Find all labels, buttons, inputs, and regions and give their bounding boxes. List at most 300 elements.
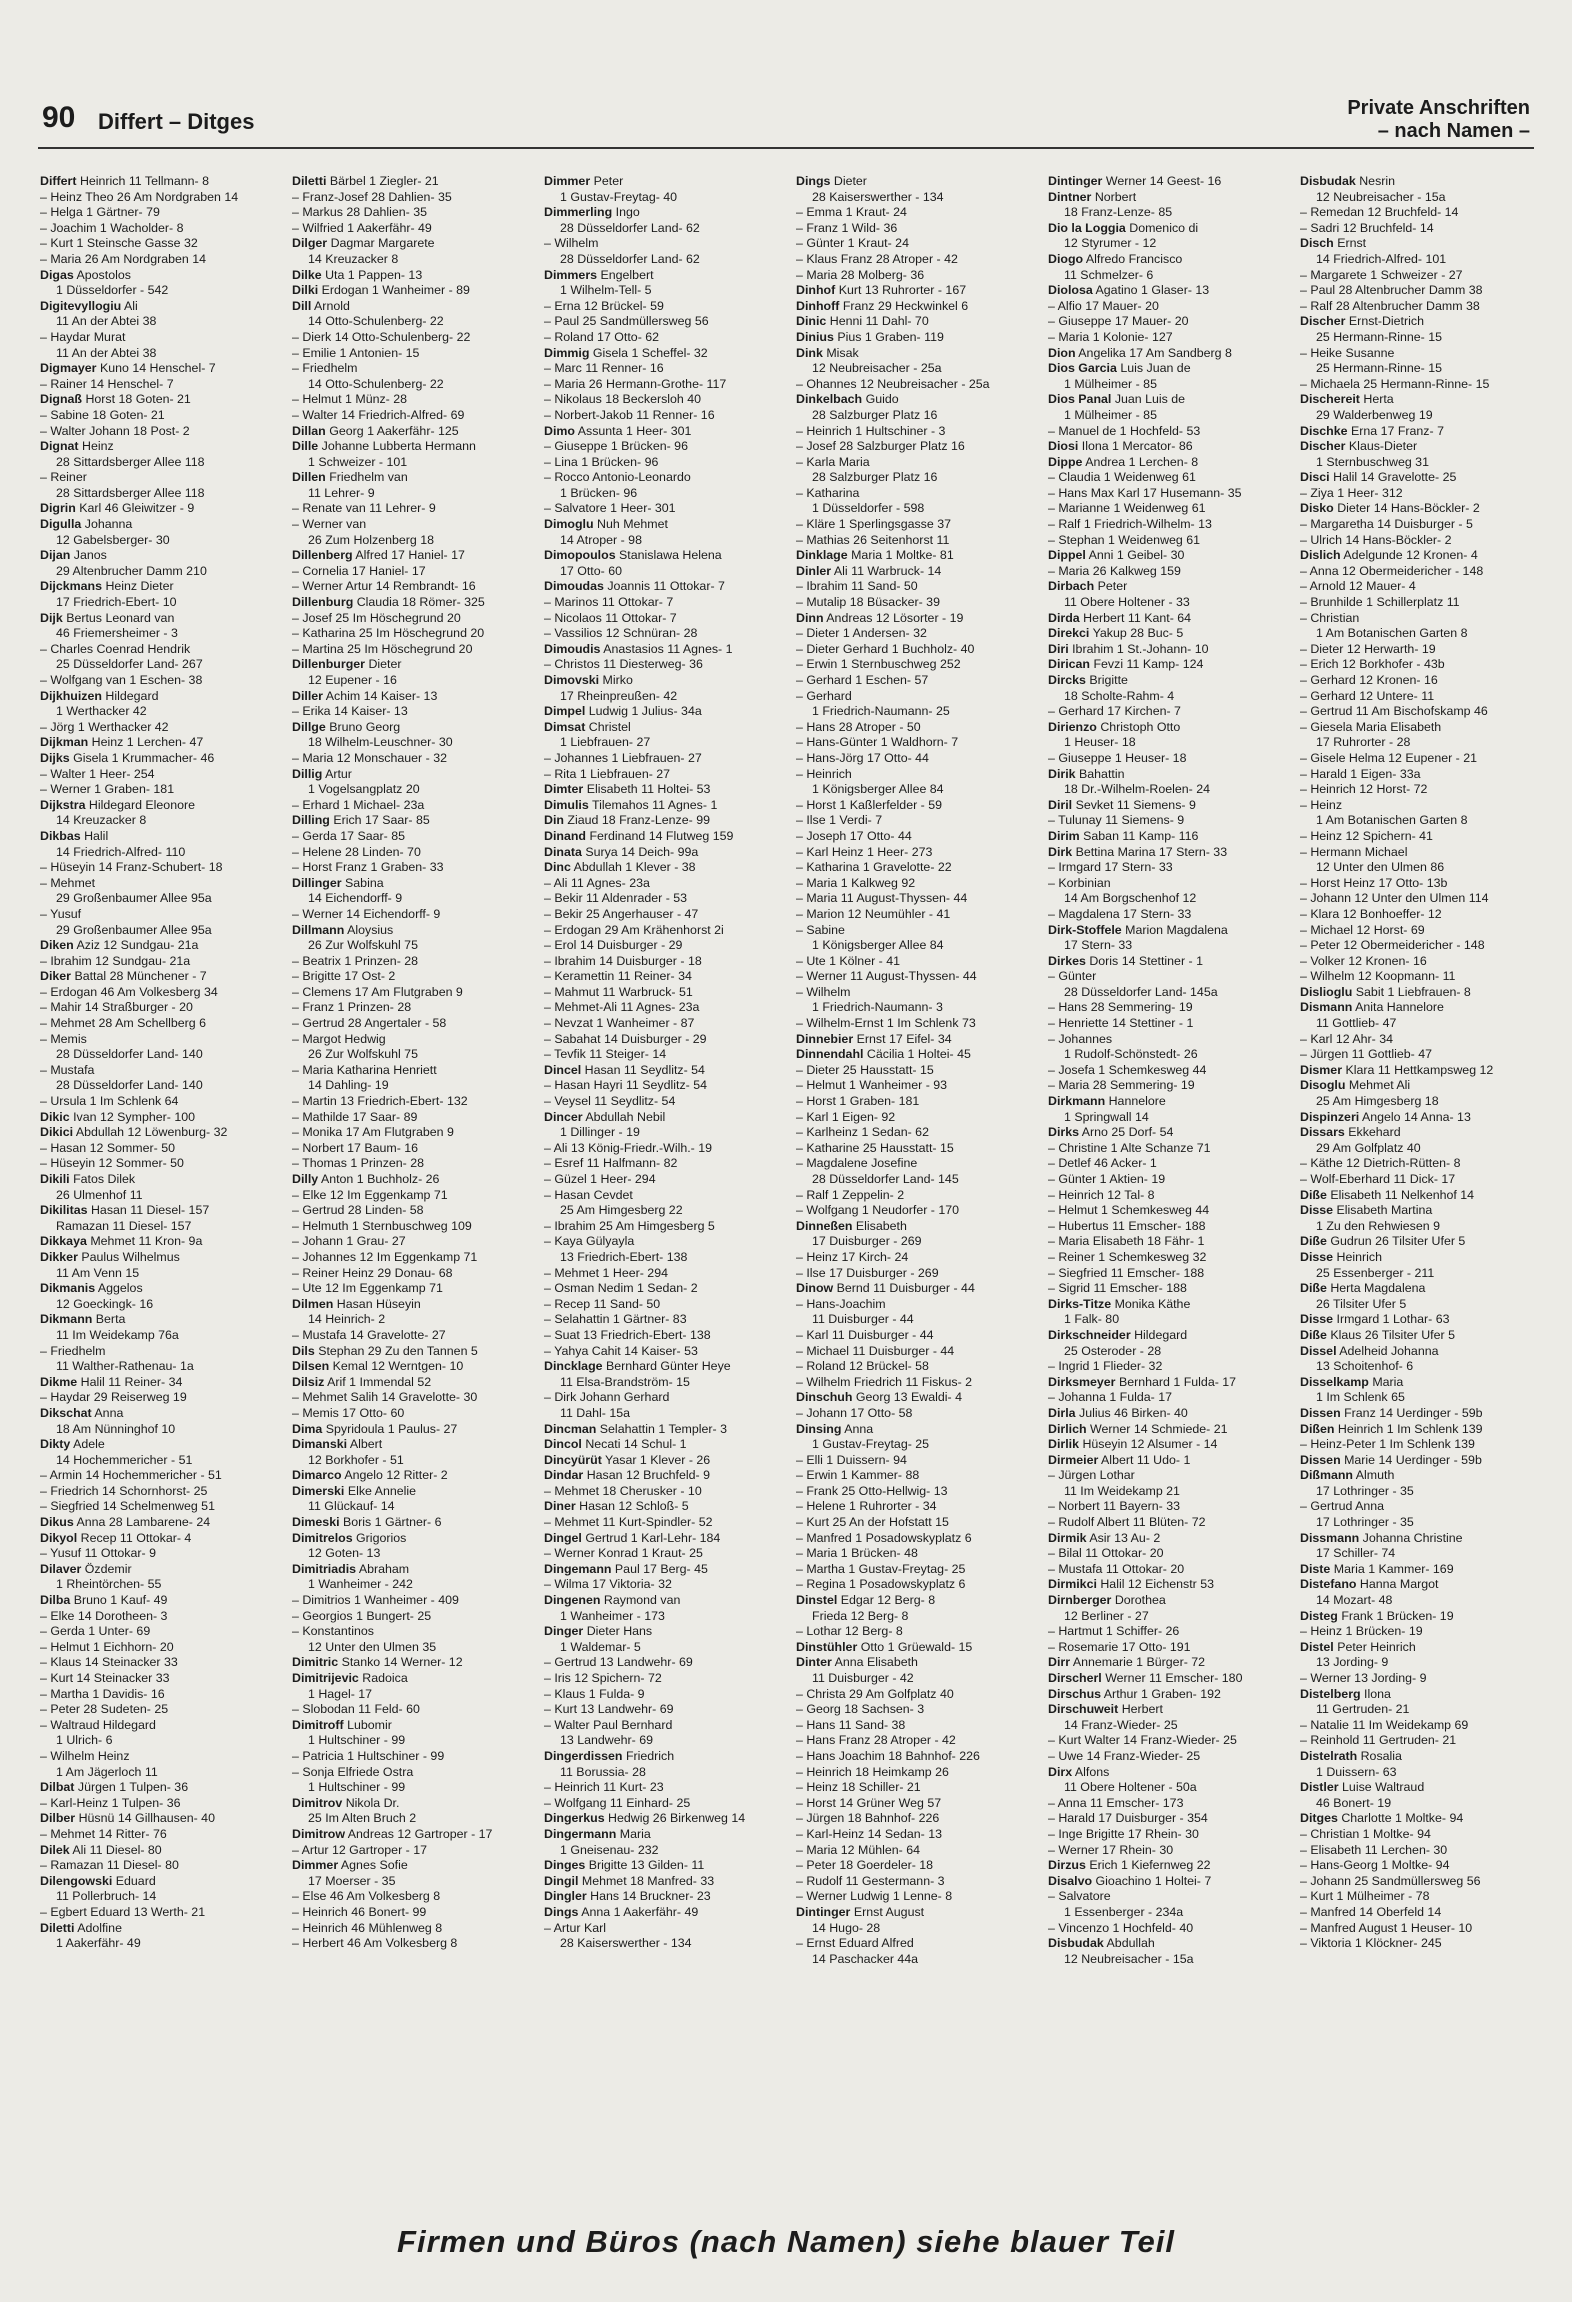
entry-text: Charlotte 1 Moltke- 94	[1341, 1811, 1464, 1826]
directory-entry	[40, 1297, 278, 1313]
surname: Diletti	[40, 1920, 75, 1935]
surname: Dilsen	[292, 1359, 330, 1374]
directory-entry	[40, 1000, 278, 1016]
entry-text: Bernhard 1 Fulda- 17	[1118, 1374, 1237, 1389]
directory-entry	[1048, 1016, 1286, 1032]
directory-entry	[292, 361, 530, 377]
directory-entry	[292, 1624, 530, 1640]
directory-entry	[1300, 1250, 1535, 1266]
directory-entry	[544, 1858, 782, 1874]
directory-entry	[40, 1406, 278, 1422]
entry-text: Marinos 11 Ottokar- 7	[554, 595, 674, 610]
entry-text: Recep 11 Sand- 50	[554, 1296, 661, 1311]
entry-text: Irmgard 17 Stern- 33	[1058, 860, 1173, 875]
entry-text: Sabine	[806, 922, 845, 937]
directory-entry	[1300, 548, 1535, 564]
entry-text: Brigitte 17 Ost- 2	[302, 969, 396, 984]
directory-entry	[40, 1281, 278, 1297]
surname: Dingel	[544, 1530, 582, 1545]
entry-text: 1 Düsseldorfer - 598	[812, 501, 925, 516]
entry-text: Memis	[50, 1031, 87, 1046]
surname: Dimopoulos	[544, 548, 616, 563]
entry-text: Maria Elisabeth 18 Fähr- 1	[1058, 1234, 1205, 1249]
surname: Dignat	[40, 439, 79, 454]
entry-text: Heinz	[82, 439, 114, 454]
entry-text: Güzel 1 Heer- 294	[554, 1172, 656, 1186]
entry-text: Elisabeth 11 Lerchen- 30	[1310, 1842, 1448, 1857]
directory-entry	[1048, 845, 1286, 861]
directory-entry	[796, 907, 1034, 923]
entry-text: 1 Mülheimer - 85	[1064, 376, 1157, 391]
directory-entry	[1048, 392, 1286, 408]
entry-text: Hubertus 11 Emscher- 188	[1058, 1218, 1206, 1233]
entry-text: Ingrid 1 Flieder- 32	[1058, 1359, 1163, 1374]
directory-entry	[40, 1858, 278, 1874]
directory-entry	[796, 268, 1034, 284]
entry-text: Detlef 46 Acker- 1	[1058, 1156, 1157, 1171]
entry-text: Kurt 1 Steinsche Gasse 32	[50, 236, 198, 251]
entry-text: Herbert 46 Am Volkesberg 8	[302, 1936, 458, 1951]
surname: Dincman	[544, 1421, 597, 1436]
directory-entry	[40, 657, 278, 673]
surname: Disoglu	[1300, 1078, 1346, 1093]
entry-text: Gerhard 17 Kirchen- 7	[1058, 704, 1181, 719]
entry-text: Gerda 1 Unter- 69	[50, 1624, 151, 1639]
directory-entry	[292, 829, 530, 845]
entry-text: Karl-Heinz 1 Tulpen- 36	[50, 1795, 181, 1810]
directory-entry	[40, 689, 278, 705]
directory-entry	[1300, 1094, 1535, 1110]
directory-entry	[1300, 720, 1535, 736]
entry-text: Herta Magdalena	[1330, 1281, 1426, 1296]
entry-text: Christel	[588, 719, 631, 734]
entry-text: Alfredo Francisco	[1085, 251, 1183, 266]
entry-text: Klara 12 Bonhoeffer- 12	[1310, 906, 1442, 921]
directory-entry	[1300, 1609, 1535, 1625]
directory-entry	[40, 1624, 278, 1640]
entry-text: Esref 11 Halfmann- 82	[554, 1156, 678, 1171]
directory-entry	[1048, 1562, 1286, 1578]
entry-text: Helmut 1 Eichhorn- 20	[50, 1639, 174, 1654]
directory-entry	[1048, 923, 1286, 939]
directory-entry	[1048, 1515, 1286, 1531]
directory-entry	[40, 330, 278, 346]
directory-entry	[544, 252, 782, 268]
surname: Dislich	[1300, 548, 1341, 563]
directory-entry	[40, 1312, 278, 1328]
entry-text: Werner van	[302, 517, 367, 532]
directory-entry	[1048, 1453, 1286, 1469]
directory-entry	[40, 486, 278, 502]
directory-entry	[796, 1328, 1034, 1344]
entry-text: 11 An der Abtei 38	[56, 345, 157, 360]
entry-text: Horst 18 Goten- 21	[85, 392, 191, 407]
directory-entry	[796, 346, 1034, 362]
entry-text: Giesela Maria Elisabeth	[1310, 719, 1442, 734]
entry-text: Franz-Josef 28 Dahlien- 35	[302, 189, 452, 204]
directory-entry	[40, 1780, 278, 1796]
directory-entry	[40, 1016, 278, 1032]
entry-text: 46 Friemersheimer - 3	[56, 626, 178, 641]
entry-text: Konstantinos	[302, 1624, 374, 1639]
entry-text: 14 Am Borgschenhof 12	[1064, 891, 1197, 906]
directory-entry	[1048, 501, 1286, 517]
entry-text: 14 Otto-Schulenberg- 22	[308, 376, 444, 391]
entry-text: Giuseppe 1 Brücken- 96	[554, 439, 688, 454]
entry-text: 17 Lothringer - 35	[1316, 1483, 1414, 1498]
entry-text: Albert	[349, 1437, 383, 1452]
surname: Dinnebier	[796, 1031, 854, 1046]
directory-entry	[40, 346, 278, 362]
entry-text: Mehmet Salih 14 Gravelotte- 30	[302, 1390, 478, 1405]
surname: Disse	[1300, 1249, 1334, 1264]
directory-entry	[796, 642, 1034, 658]
entry-text: Arno 25 Dorf- 54	[1081, 1125, 1174, 1140]
entry-text: Arnold 12 Mauer- 4	[1309, 579, 1416, 594]
entry-text: Mutalip 18 Büsacker- 39	[806, 595, 940, 610]
directory-entry	[1300, 954, 1535, 970]
entry-text: 1 Wanheimer - 173	[560, 1608, 665, 1623]
entry-text: Halil 11 Reiner- 34	[80, 1374, 183, 1389]
directory-entry	[292, 1765, 530, 1781]
entry-text: 12 Neubreisacher - 15a	[1316, 189, 1446, 204]
directory-entry	[796, 470, 1034, 486]
entry-text: Apostolos	[76, 267, 131, 282]
directory-entry	[292, 1344, 530, 1360]
entry-text: Karl-Heinz 14 Sedan- 13	[806, 1826, 943, 1841]
directory-entry	[292, 1390, 530, 1406]
section-title	[1347, 97, 1530, 143]
page-header	[38, 95, 1534, 149]
directory-entry	[40, 236, 278, 252]
entry-text: Nuh Mehmet	[597, 517, 668, 532]
directory-entry	[1048, 1375, 1286, 1391]
entry-text: Fevzi 11 Kamp- 124	[1093, 657, 1204, 672]
entry-text: Helmut 1 Schemkesweg 44	[1058, 1203, 1210, 1218]
directory-entry	[1300, 1188, 1535, 1204]
directory-entry	[40, 1687, 278, 1703]
directory-entry	[796, 689, 1034, 705]
directory-entry	[40, 1032, 278, 1048]
directory-entry	[1300, 1016, 1535, 1032]
directory-entry	[796, 1422, 1034, 1438]
directory-entry	[1300, 845, 1535, 861]
directory-entry	[1048, 689, 1286, 705]
entry-text: Giuseppe 1 Heuser- 18	[1058, 750, 1187, 765]
directory-entry	[1048, 891, 1286, 907]
directory-entry	[1300, 1858, 1535, 1874]
entry-text: Gertrud 11 Am Bischofskamp 46	[1310, 704, 1488, 719]
directory-entry	[1300, 1921, 1535, 1937]
entry-text: Mehmet 18 Manfred- 33	[581, 1873, 715, 1888]
directory-entry	[292, 190, 530, 206]
entry-text: 1 Duissern- 63	[1316, 1764, 1397, 1779]
directory-entry	[1048, 455, 1286, 471]
entry-text: Ohannes 12 Neubreisacher - 25a	[806, 376, 990, 391]
directory-entry	[796, 704, 1034, 720]
entry-text: Patricia 1 Hultschiner - 99	[302, 1748, 445, 1763]
entry-text: Osman Nedim 1 Sedan- 2	[554, 1281, 698, 1296]
surname: Dikici	[40, 1125, 74, 1140]
surname: Dincklage	[544, 1359, 603, 1374]
directory-entry	[544, 1609, 782, 1625]
directory-entry	[292, 1936, 530, 1952]
entry-text: 28 Düsseldorfer Land- 140	[56, 1047, 203, 1062]
directory-entry	[544, 174, 782, 190]
entry-text: Hildegard	[1134, 1327, 1188, 1342]
entry-text: Maria	[619, 1826, 651, 1841]
directory-entry	[1300, 268, 1535, 284]
directory-entry	[544, 1718, 782, 1734]
directory-entry	[292, 1359, 530, 1375]
directory-entry	[544, 1655, 782, 1671]
surname: Dinges	[544, 1858, 586, 1873]
directory-entry	[1048, 1749, 1286, 1765]
entry-text: Korbinian	[1058, 875, 1111, 890]
surname: Dikschat	[40, 1405, 92, 1420]
entry-text: Gertrud 13 Landwehr- 69	[554, 1655, 693, 1670]
surname: Dincol	[544, 1437, 582, 1452]
directory-entry	[40, 1843, 278, 1859]
directory-entry	[796, 876, 1034, 892]
surname: Dilke	[292, 267, 322, 282]
directory-entry	[1300, 985, 1535, 1001]
directory-entry	[544, 1936, 782, 1952]
surname: Digmayer	[40, 361, 97, 376]
directory-entry	[1048, 1000, 1286, 1016]
directory-entry	[544, 1749, 782, 1765]
directory-entry	[40, 938, 278, 954]
entry-text: Nevzat 1 Wanheimer - 87	[554, 1016, 695, 1031]
entry-text: Paul 17 Berg- 45	[614, 1561, 708, 1576]
section-title-line1: Private Anschriften	[1347, 97, 1530, 119]
directory-entry	[292, 1515, 530, 1531]
entry-text: 11 An der Abtei 38	[56, 314, 157, 329]
entry-text: 1 Düsseldorfer - 542	[56, 283, 169, 298]
entry-text: 17 Rheinpreußen- 42	[560, 688, 678, 703]
entry-text: Johann 1 Grau- 27	[302, 1234, 406, 1249]
directory-entry	[1300, 1219, 1535, 1235]
entry-text: 17 Stern- 33	[1064, 938, 1133, 953]
entry-text: 28 Kaiserswerther - 134	[560, 1936, 692, 1951]
entry-text: Heinrich 11 Tellmann- 8	[79, 174, 209, 188]
directory-entry	[1300, 1780, 1535, 1796]
entry-text: Ramazan 11 Diesel- 157	[56, 1218, 192, 1233]
directory-entry	[1300, 361, 1535, 377]
directory-entry	[1300, 1172, 1535, 1188]
directory-entry	[1048, 1640, 1286, 1656]
directory-entry	[292, 923, 530, 939]
entry-text: Boris 1 Gärtner- 6	[342, 1515, 442, 1530]
directory-entry	[292, 1546, 530, 1562]
entry-text: 25 Düsseldorfer Land- 267	[56, 657, 203, 672]
surname: Dikili	[40, 1172, 70, 1186]
entry-text: Manfred 1 Posadowskyplatz 6	[806, 1530, 972, 1545]
entry-text: Nicolaos 11 Ottokar- 7	[554, 610, 677, 625]
surname: Digrin	[40, 501, 76, 516]
surname: Dillenberg	[292, 548, 353, 563]
entry-text: 1 Gustav-Freytag- 25	[812, 1437, 930, 1452]
surname: Disci	[1300, 470, 1330, 485]
directory-entry	[1048, 1281, 1286, 1297]
directory-entry	[1048, 548, 1286, 564]
directory-entry	[40, 1718, 278, 1734]
surname: Dirienzo	[1048, 719, 1097, 734]
surname: Dikbas	[40, 828, 81, 843]
surname: Dillenburger	[292, 657, 365, 672]
entry-text: Margaretha 14 Duisburger - 5	[1310, 517, 1473, 532]
directory-entry	[796, 1234, 1034, 1250]
directory-entry	[40, 1765, 278, 1781]
entry-text: Recep 11 Ottokar- 4	[80, 1530, 192, 1545]
entry-text: Christos 11 Diesterweg- 36	[554, 657, 703, 672]
directory-entry	[40, 798, 278, 814]
directory-entry	[544, 283, 782, 299]
entry-text: Maria 1 Kammer- 169	[1333, 1561, 1454, 1576]
entry-text: Abraham	[358, 1561, 410, 1576]
directory-entry	[40, 1375, 278, 1391]
directory-entry	[544, 751, 782, 767]
entry-text: Ali 11 Warbruck- 14	[833, 563, 942, 578]
entry-text: 12 Unter den Ulmen 35	[308, 1639, 437, 1654]
directory-entry	[544, 501, 782, 517]
directory-entry	[1048, 1655, 1286, 1671]
entry-text: Abdullah Nebil	[585, 1109, 666, 1124]
directory-entry	[544, 1219, 782, 1235]
entry-text: Anna 12 Obermeidericher - 148	[1309, 563, 1484, 578]
surname: Dirican	[1048, 657, 1091, 672]
entry-text: Fatos Dilek	[73, 1172, 136, 1186]
directory-entry	[40, 439, 278, 455]
entry-text: 14 Hugo- 28	[812, 1920, 881, 1935]
directory-entry	[796, 1546, 1034, 1562]
entry-text: Ilona	[1364, 1686, 1391, 1701]
surname: Dinand	[544, 828, 586, 843]
entry-text: Beatrix 1 Prinzen- 28	[302, 953, 419, 968]
entry-text: Heinz Theo 26 Am Nordgraben 14	[50, 189, 239, 204]
entry-text: Herbert	[1121, 1702, 1164, 1717]
directory-entry	[544, 845, 782, 861]
directory-entry	[292, 1609, 530, 1625]
directory-entry	[544, 1687, 782, 1703]
entry-text: Friedrich	[625, 1748, 675, 1763]
surname: Disalvo	[1048, 1873, 1093, 1888]
entry-text: Harald 17 Duisburger - 354	[1058, 1811, 1208, 1826]
entry-text: Horst 1 Graben- 181	[806, 1094, 920, 1109]
entry-text: Hüseyin 12 Alsumer - 14	[1082, 1437, 1218, 1452]
entry-text: Erich 17 Saar- 85	[333, 813, 430, 828]
directory-entry	[1048, 1811, 1286, 1827]
directory-entry	[40, 782, 278, 798]
surname: Dirschus	[1048, 1686, 1102, 1701]
surname: Dimulis	[544, 797, 589, 812]
directory-entry	[544, 190, 782, 206]
directory-entry	[1300, 174, 1535, 190]
directory-entry	[1300, 299, 1535, 315]
entry-text: Erich 1 Kiefernweg 22	[1089, 1858, 1211, 1873]
entry-text: Ali	[124, 298, 138, 313]
entry-text: Martin 13 Friedrich-Ebert- 132	[302, 1094, 468, 1109]
entry-text: Keramettin 11 Reiner- 34	[554, 969, 692, 984]
directory-entry	[1048, 642, 1286, 658]
directory-entry	[1048, 236, 1286, 252]
directory-entry	[40, 1515, 278, 1531]
entry-text: 18 Dr.-Wilhelm-Roelen- 24	[1064, 782, 1210, 797]
directory-entry	[292, 1468, 530, 1484]
directory-entry	[40, 392, 278, 408]
entry-text: 1 Im Schlenk 65	[1316, 1390, 1405, 1405]
directory-entry	[40, 252, 278, 268]
directory-entry	[796, 1593, 1034, 1609]
entry-text: Monika Käthe	[1114, 1296, 1191, 1311]
entry-text: Marion Magdalena	[1125, 922, 1228, 937]
directory-entry	[796, 299, 1034, 315]
entry-text: 28 Salzburger Platz 16	[812, 470, 938, 485]
directory-entry	[292, 1266, 530, 1282]
entry-text: Almuth	[1355, 1468, 1395, 1483]
directory-entry	[40, 1125, 278, 1141]
entry-text: Assunta 1 Heer- 301	[577, 423, 692, 438]
directory-entry	[544, 1032, 782, 1048]
directory-entry	[1048, 1936, 1286, 1952]
surname: Dio la Loggia	[1048, 220, 1126, 235]
directory-entry	[1300, 1515, 1535, 1531]
entry-text: Tilemahos 11 Agnes- 1	[591, 797, 718, 812]
entry-text: Ute 1 Kölner - 41	[806, 953, 901, 968]
directory-entry	[1300, 1375, 1535, 1391]
entry-text: 18 Am Nünninghof 10	[56, 1421, 176, 1436]
surname: Dillinger	[292, 875, 342, 890]
directory-entry	[40, 1593, 278, 1609]
surname: Dirk-Stoffele	[1048, 922, 1122, 937]
entry-text: Gerhard 12 Kronen- 16	[1310, 673, 1438, 687]
entry-text: 12 Goeckingk- 16	[56, 1296, 154, 1311]
surname: Dirzus	[1048, 1858, 1086, 1873]
entry-text: 14 Heinrich- 2	[308, 1312, 386, 1327]
entry-text: Brigitte	[1089, 673, 1128, 687]
entry-text: Anton 1 Buchholz- 26	[320, 1172, 440, 1186]
directory-entry	[1048, 1047, 1286, 1063]
directory-entry	[292, 1328, 530, 1344]
directory-entry	[40, 221, 278, 237]
directory-entry	[544, 1172, 782, 1188]
entry-text: Marie 14 Uerdinger - 59b	[1344, 1452, 1482, 1467]
entry-text: Adelheid Johanna	[1339, 1343, 1439, 1358]
entry-text: Wilhelm	[554, 236, 599, 251]
entry-text: Mehmet 11 Kron- 9a	[90, 1234, 203, 1249]
entry-text: Saban 11 Kamp- 116	[1083, 828, 1199, 843]
directory-entry	[40, 735, 278, 751]
directory-entry	[544, 969, 782, 985]
directory-entry	[292, 252, 530, 268]
surname: Dikus	[40, 1515, 74, 1530]
entry-text: 1 Wanheimer - 242	[308, 1577, 413, 1592]
entry-text: 26 Ulmenhof 11	[56, 1187, 143, 1202]
entry-text: Maria 12 Monschauer - 32	[302, 750, 447, 765]
directory-entry	[1300, 969, 1535, 985]
directory-entry	[1048, 1250, 1286, 1266]
directory-entry	[544, 657, 782, 673]
entry-text: Janos	[73, 548, 107, 563]
directory-entry	[544, 1234, 782, 1250]
directory-entry	[796, 751, 1034, 767]
surname: Dinhof	[796, 283, 836, 298]
entry-text: Heinz 1 Brücken- 19	[1310, 1624, 1423, 1639]
entry-text: Klara 11 Hettkampsweg 12	[1345, 1062, 1494, 1077]
directory-entry	[40, 174, 278, 190]
directory-entry	[1300, 1437, 1535, 1453]
entry-text: Jürgen 11 Gottlieb- 47	[1310, 1047, 1433, 1062]
